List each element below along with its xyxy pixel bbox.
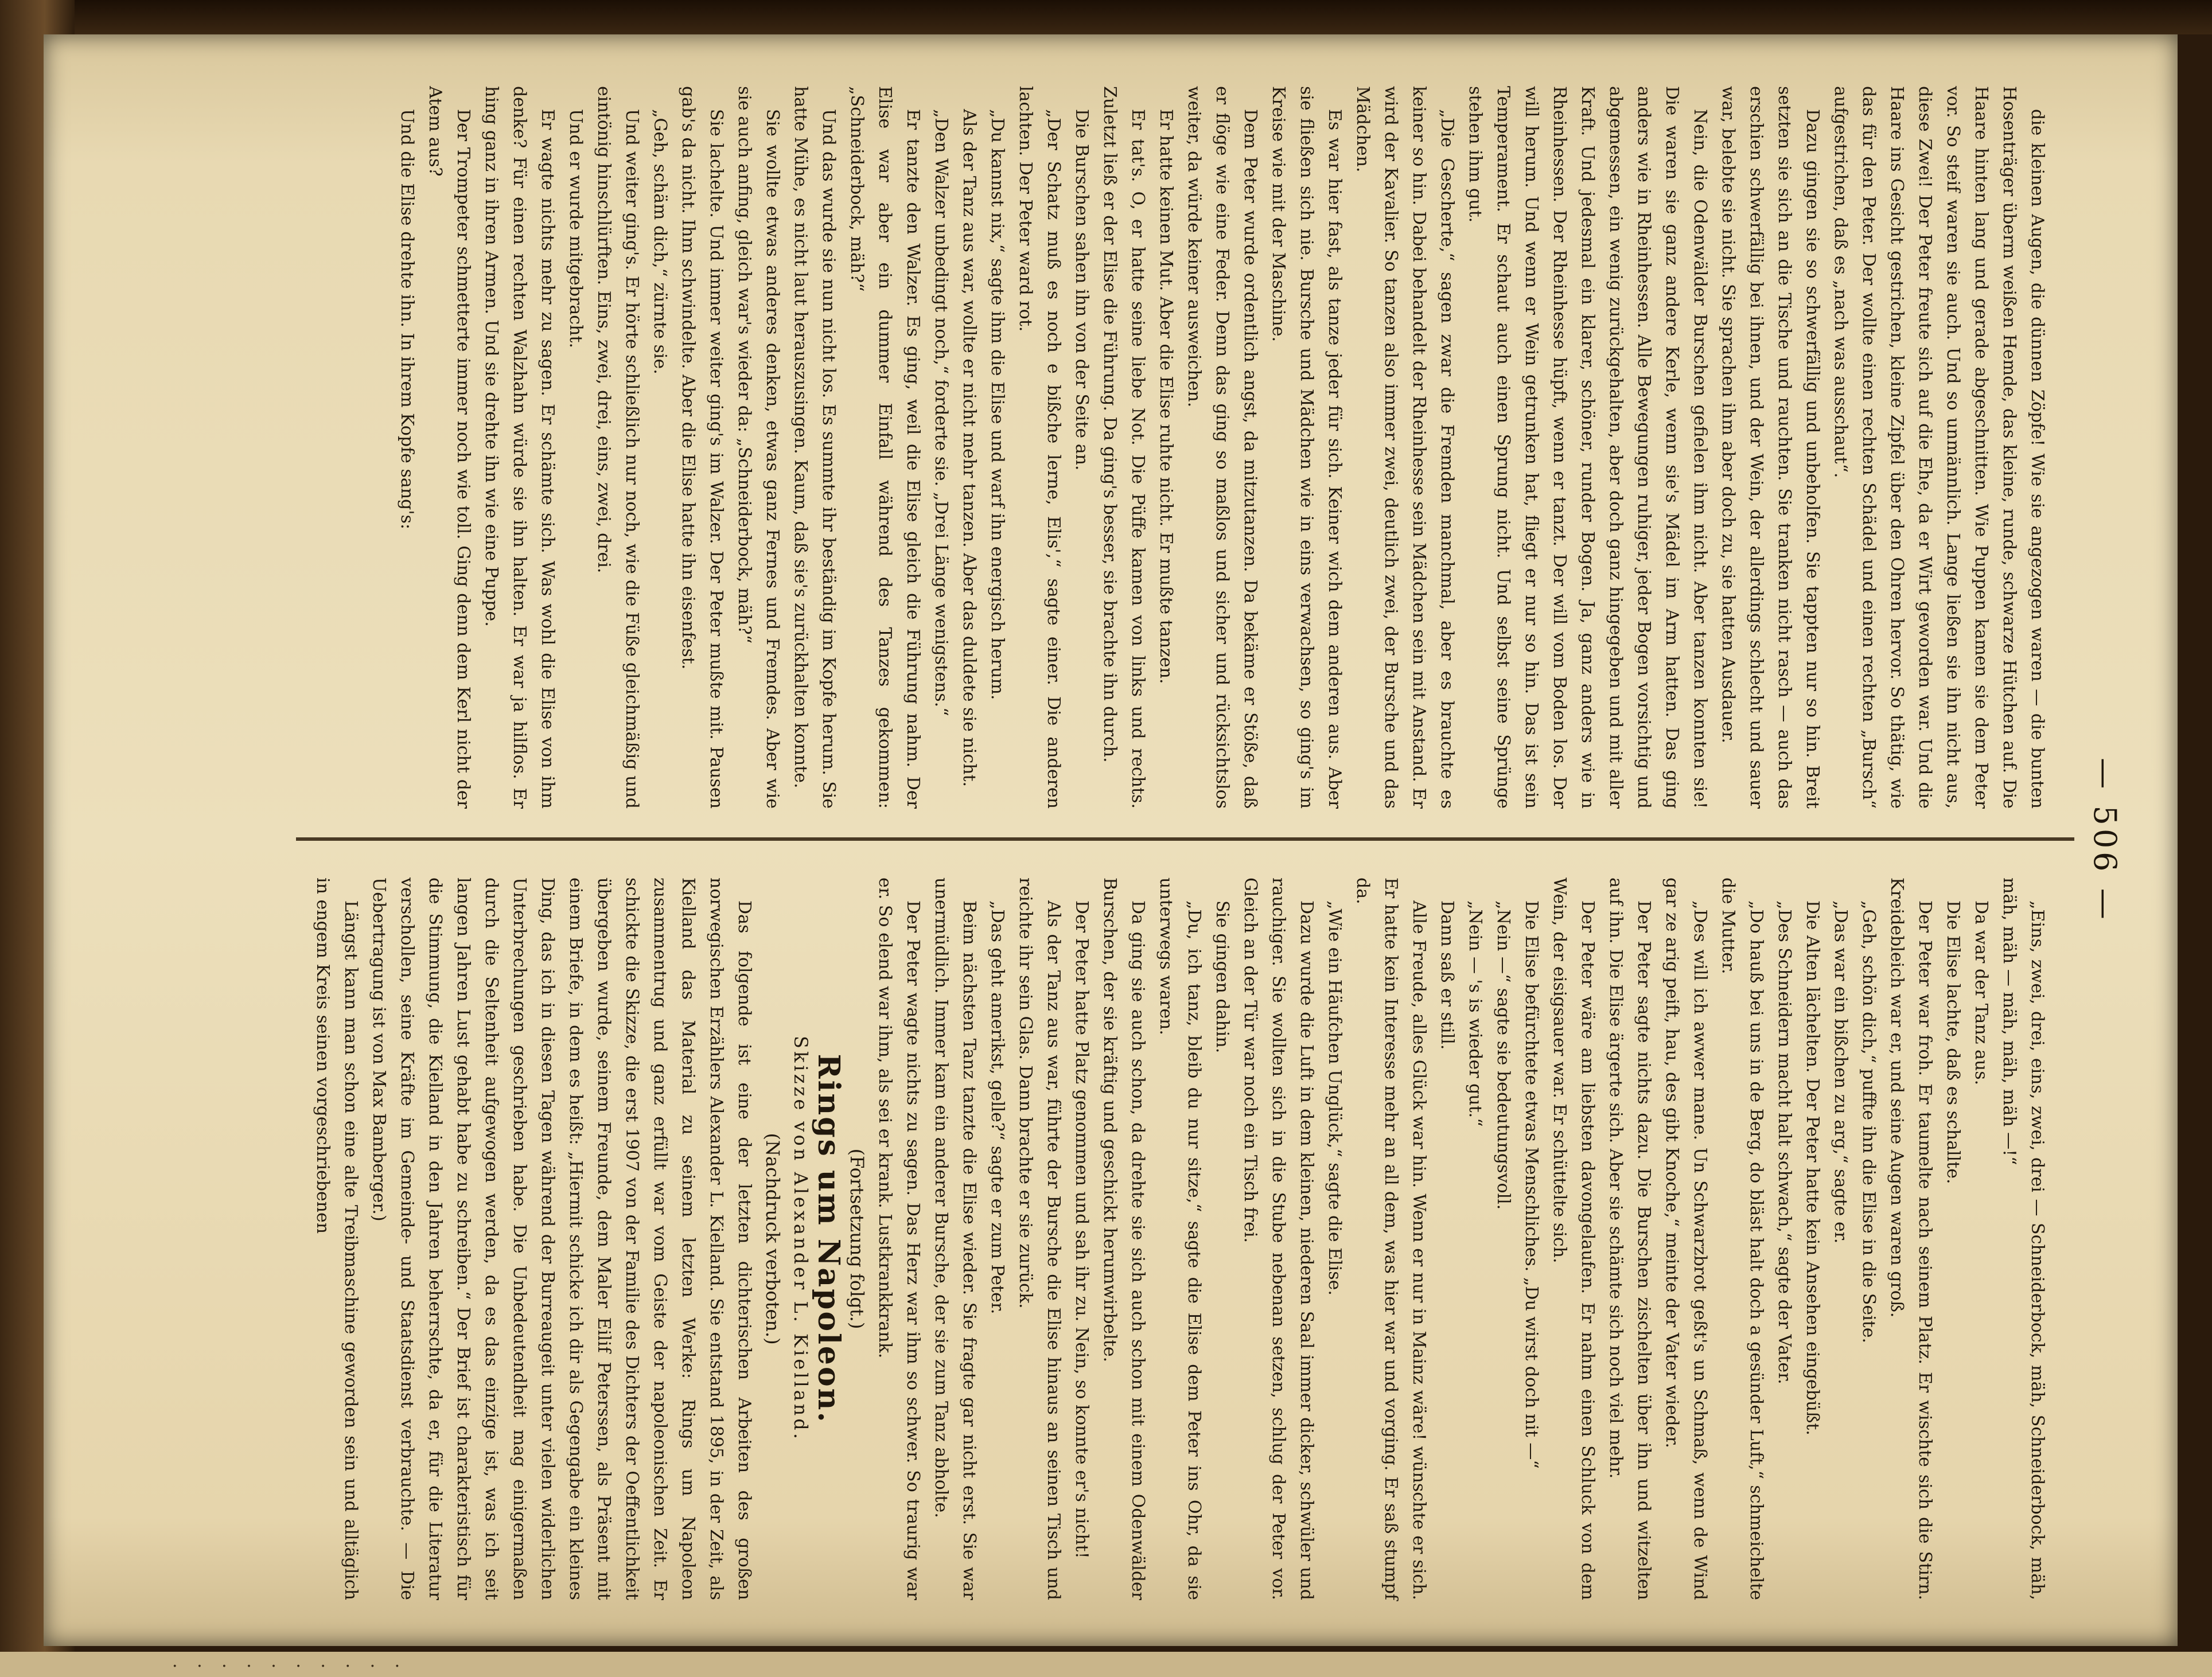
paragraph: „Des Schneidern macht halt schwach,“ sagte der Vater.	[1774, 900, 1794, 1384]
column-divider	[296, 837, 2074, 841]
paragraph: „Nein — 's is wieder gut.“	[1465, 900, 1485, 1127]
paragraph: Der Peter wäre am liebsten davongelaufen. Er nahm einen Schluck von dem Wein, der eisigsauer war. Er schüttelte sich.	[1549, 877, 1598, 1600]
paragraph: „Geh, schön dich,“ puffte ihn die Elise in die Seite.	[1859, 900, 1879, 1344]
continuation-note: (Fortsetzung folgt.)	[846, 1148, 868, 1329]
paragraph: Nein, die Odenwälder Burschen gefielen ihm nicht. Aber tanzen konnten sie! Die waren sie ganz andere Kerle, wenn sie's Mädel im Arm hatten. Das ging anders wie in Rheinhessen. Alle Bewegungen ruhiger, jeder Bogen vorsichtig und abgemessen, ein wenig zurückgehalten, aber doch ganz hingegeben und mit aller Kraft. Und jedesmal ein klarer, schöner, runder Bogen. Ja, ganz anders wie in Rheinhessen. Der Rheinhesse hüpft, wenn er tanzt. Der will vom Boden los. Der will herum. Und wenn er Wein getrunken hat, fliegt er nur so hin. Das ist sein Temperament. Er schaut auch einen Sprung nicht. Und selbst seine Sprünge stehen ihm gut.	[1465, 86, 1710, 809]
paragraph: „Geh, schäm dich,“ zürnte sie.	[650, 109, 670, 375]
paragraph: „Nein —“ sagte sie bedeutungsvoll.	[1493, 900, 1513, 1210]
paragraph: Beim nächsten Tanz tanzte die Elise wieder. Sie fragte gar nicht erst. Sie war unermüdlich. Immer kam ein anderer Bursche, der sie zum Tanz abholte.	[931, 877, 979, 1600]
paragraph: „Wie ein Häufchen Unglück,“ sagte die Elise.	[1325, 900, 1345, 1296]
paragraph: „Den Walzer unbedingt noch,“ forderte sie. „Drei Länge wenigstens.“	[931, 109, 951, 716]
paragraph: Und er wurde mitgebracht.	[566, 109, 586, 349]
paragraph: Sie gingen dahin.	[1212, 900, 1232, 1054]
paragraph: Der Trompeter schmetterte immer noch wie toll. Ging denn dem Kerl nicht der Atem aus?	[425, 86, 473, 809]
paragraph: Und die Elise drehte ihn. In ihrem Kopfe sang's:	[397, 109, 417, 530]
section-byline: Skizze von Alexander L. Kielland.	[790, 1036, 812, 1442]
paragraph: Die Burschen sahen ihn von der Seite an.	[1072, 109, 1092, 471]
reprint-note: (Nachdruck verboten.)	[762, 1133, 784, 1345]
paragraph: „Das geht amerikst, gelle?“ sagte er zum Peter.	[987, 900, 1007, 1315]
paragraph: „Der Schatz muß es noch e bißche lerne, Elis',“ sagte einer. Die anderen lachten. Der Peter ward rot.	[1015, 86, 1064, 809]
paragraph: Sie wollte etwas anderes denken, etwas ganz Fernes und Fremdes. Aber wie sie auch anfing, gleich war's wieder da: „Schneiderbock, mäh?“	[734, 86, 782, 809]
paragraph: Dann saß er still.	[1437, 900, 1457, 1050]
paragraph: „Des will ich awwer mane. Un Schwarzbrot geßt's un Schmaß, wenn de Wind gar ze arig peift, hau, des gibt Knoche,“ meinte der Vater wieder.	[1662, 877, 1710, 1600]
paragraph: „Du, ich tanz, bleib du nur sitze,“ sagte die Elise dem Peter ins Ohr, da sie unterwegs waren.	[1156, 877, 1204, 1600]
paragraph: Und das wurde sie nun nicht los. Es summte ihr beständig im Kopfe herum. Sie hatte Mühe, es nicht laut herauszusingen. Kaum, daß sie's zurückhalten konnte.	[790, 86, 839, 809]
page-number: — 506 —	[2087, 758, 2123, 923]
paragraph: die kleinen Augen, die dünnen Zöpfe! Wie sie angezogen waren — die bunten Hosenträger überm weißen Hemde, das kleine, runde, schwarze Hütchen auf. Die Haare hinten lang und gerade abgeschnitten. Wie Puppen kamen sie dem Peter vor. So steif waren sie auch. Und so unmännlich. Lange ließen sie ihn nicht aus, diese Zwei! Der Peter freute sich auf die Ehe, da er Wirt geworden war. Und die Haare ins Gesicht gestrichen, kleine Zipfel über den Ohren hervor. So thätig, wie das für den Peter. Der wollte einen rechten Schädel und einen rechten „Bursch“ aufgestrichen, daß es „nach was ausschaut“.	[1831, 86, 2047, 809]
paragraph: Der Peter sagte nichts dazu. Die Burschen zischelten über ihn und witzelten auf ihn. Die Elise ärgerte sich. Aber sie schämte sich noch viel mehr.	[1606, 877, 1654, 1600]
section-title: Rings um Napoleon.	[811, 1054, 846, 1424]
paragraph: Die Elise befürchtete etwas Menschliches. „Du wirst doch nit —“	[1521, 900, 1541, 1469]
new-article-text	[309, 877, 758, 1600]
paragraph: Der Peter wagte nichts zu sagen. Das Herz war ihm so schwer. So traurig war er. So elend war ihm, als sei er krank. Lustkrankkrank.	[875, 877, 923, 1600]
paragraph: Der Peter war froh. Er taumelte nach seinem Platz. Er wischte sich die Stirn. Kreidebleich war er, und seine Augen waren groß.	[1887, 877, 1935, 1600]
paragraph: Die Alten lächelten. Der Peter hatte kein Ansehen eingebüßt.	[1802, 900, 1822, 1436]
paragraph: Da ging sie auch schon, da drehte sie sich auch schon mit einem Odenwälder Burschen, der sie kräftig und geschickt herumwirbelte.	[1100, 877, 1148, 1600]
paragraph: Und weiter ging's. Er hörte schließlich nur noch, wie die Füße gleichmäßig und eintönig hinschlürften. Eins, zwei, drei, eins, zwei, drei.	[594, 86, 642, 809]
paragraph: Sie lachelte. Und immer weiter ging's im Walzer. Der Peter mußte mit. Pausen gab's da nicht. Ihm schwindelte. Aber die Elise hatte ihn eisenfest.	[678, 86, 726, 809]
paragraph: Als der Tanz aus war, führte der Bursche die Elise hinaus an seinen Tisch und reichte ihr sein Glas. Dann brachte er sie zurück.	[1015, 877, 1064, 1600]
paragraph: Längst kann man schon eine alte Treibmaschine geworden sein und alltäglich in engem Kreis seinen vorgeschriebenen	[313, 877, 361, 1600]
paragraph: Der Peter hatte Platz genommen und sah ihr zu. Nein, so konnte er's nicht!	[1072, 900, 1092, 1559]
paragraph: Alle Freude, alles Glück war hin. Wenn er nur in Mainz wäre! wünschte er sich. Er hatte kein Interesse mehr an all dem, was hier war und vorging. Er saß stumpf da.	[1353, 877, 1429, 1600]
paragraph: „Die Gescherte,“ sagen zwar die Fremden manchmal, aber es brauchte es keiner so hin. Dabei behandelt der Rheinhesse sein Mädchen sein mit Anstand. Er wird der Kavalier. So tanzen also immer zwei, deutlich zwei, der Bursche und das Mädchen.	[1353, 86, 1457, 809]
story-continuation	[871, 877, 2051, 1600]
paragraph: Es war hier fast, als tanze jeder für sich. Keiner wich dem anderen aus. Aber sie fließen sich nie. Bursche und Mädchen wie in eins verwachsen, so ging's im Kreise wie mit der Maschine.	[1268, 86, 1345, 809]
paragraph: Das folgende ist eine der letzten dichterischen Arbeiten des großen norwegischen Erzählers Alexander L. Kielland. Sie entstand 1895, in der Zeit, als Kielland das Material zu seinem letzten Werke: Rings um Napoleon zusammentrug und ganz erfüllt war vom Geiste der napoleonischen Zeit. Er schickte die Skizze, die erst 1907 von der Familie des Dichters der Oeffentlichkeit übergeben wurde, seinem Freunde, dem Maler Eilif Peterssen, als Präsent mit einem Briefe, in dem es heißt: „Hiermit schicke ich dir als Gegengabe ein kleines Ding, das ich in diesen Tagen während der Burreaugeit unter vielen widerlichen Unterbrechungen geschrieben habe. Die Unbedeutendheit mag einigermaßen durch die Seltenheit aufgewogen werden, da es das einzige ist, was ich seit langen Jahren Lust gehabt habe zu schreiben.“ Der Brief ist charakteristisch für die Stimmung, die Kielland in den Jahren beherrschte, da er, für die Literatur verschollen, seine Kräfte im Gemeinde- und Staatsdienst verbrauchte. — Die Uebertragung ist von Max Bamberger.)	[369, 877, 754, 1600]
paragraph: Dazu wurde die Luft in dem kleinen, niederen Saal immer dicker, schwüler und rauchiger. Sie wollten sich in die Stube nebenan setzen, schlug der Peter vor. Gleich an der Tür war noch ein Tisch frei.	[1240, 877, 1317, 1600]
paragraph: Als der Tanz aus war, wollte er nicht mehr tanzen. Aber das duldete sie nicht.	[959, 109, 979, 787]
paragraph: „Das war ein bißchen zu arg,“ sagte er.	[1831, 900, 1851, 1244]
paragraph: Er wagte nichts mehr zu sagen. Er schämte sich. Was wohl die Elise von ihm denke? Für einen rechten Walzhahn würde sie ihn halten. Er war ja hilflos. Er hing ganz in ihren Armen. Und sie drehte ihn wie eine Puppe.	[481, 86, 558, 809]
book-page	[44, 34, 2178, 1646]
next-page-text: · · · · · · · · · ·	[172, 1656, 407, 1676]
paragraph: „Do hauß bei uns in de Berg, do bläst halt doch a gesünder Luft,“ schmeichelte die Mutter.	[1718, 877, 1766, 1600]
paragraph: Dem Peter wurde ordentlich angst, da mitzutanzen. Da bekäme er Stöße, daß er flöge wie eine Feder. Denn das ging so maßlos und sicher und rücksichtslos weiter, da würde keiner ausweichen.	[1184, 86, 1260, 809]
paragraph: Da war der Tanz aus.	[1971, 900, 1991, 1086]
paragraph: Die Elise lachte, daß es schallte.	[1943, 900, 1963, 1184]
paragraph: „Eins, zwei, drei, eins, zwei, drei — Schneiderbock, mäh, Schneiderbock, mäh, mäh, mäh — mäh, mäh, mäh —!“	[1999, 877, 2047, 1600]
paragraph: Er hatte keinen Mut. Aber die Elise ruhte nicht. Er mußte tanzen.	[1156, 109, 1176, 684]
top-edge	[0, 0, 2212, 34]
right-text-column	[309, 877, 2051, 1600]
paragraph: „Du kannst nix,“ sagte ihm die Elise und warf ihn energisch herum.	[987, 109, 1007, 700]
paragraph: Dazu gingen sie so schwerfällig und unbeholfen. Sie tappten nur so hin. Breit setzten sie sich an die Tische und rauchten. Sie tranken nicht rasch — auch das erschien schwerfällig bei ihnen, und der Wein, der allerdings schlecht und sauer war, belebte sie nicht. Sie sprachen ihm aber doch zu, sie hatten Ausdauer.	[1718, 86, 1822, 809]
paragraph: Er tat's. O, er hatte seine liebe Not. Die Püffe kamen von links und rechts. Zuletzt ließ er der Elise die Führung. Da ging's besser, sie brachte ihn durch.	[1100, 86, 1148, 809]
left-text-column	[393, 86, 2051, 809]
paragraph: Er tanzte den Walzer. Es ging, weil die Elise gleich die Führung nahm. Der Elise war aber ein dummer Einfall während des Tanzes gekommen: „Schneiderbock, mäh?“	[847, 86, 923, 809]
